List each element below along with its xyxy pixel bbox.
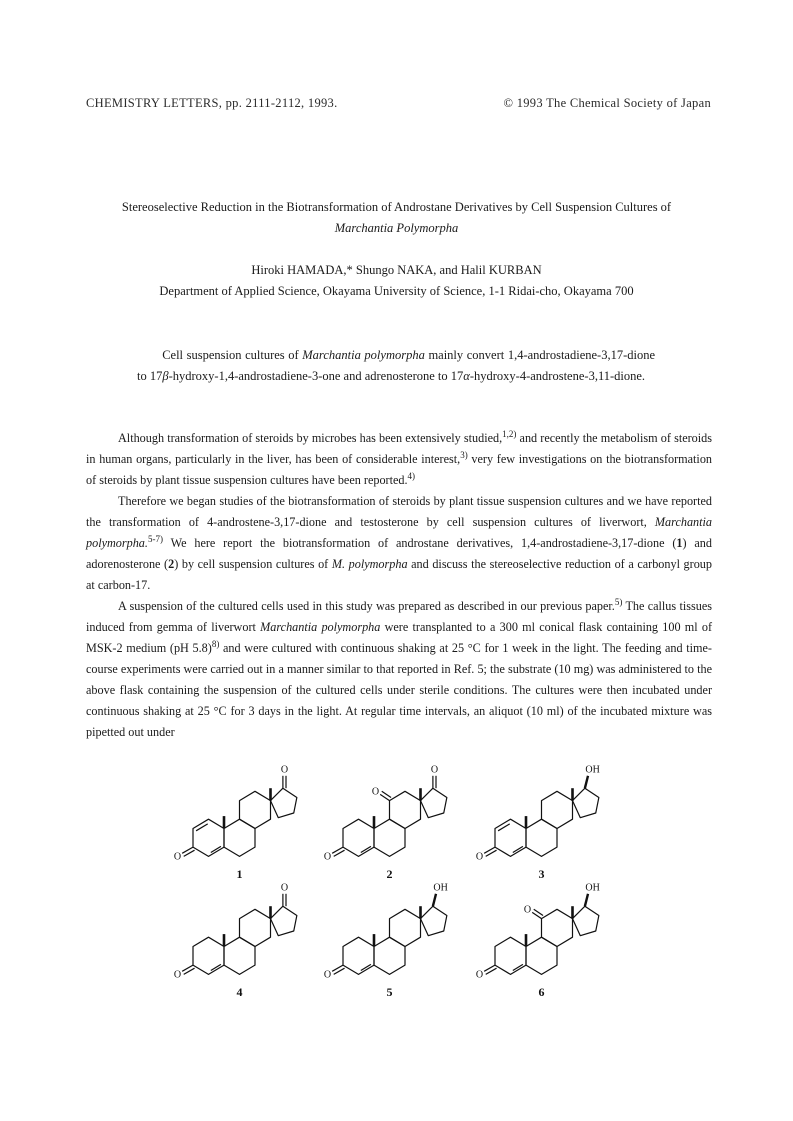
c3-oxygen-label: O: [323, 851, 332, 863]
paragraph-3: A suspension of the cultured cells used in this study was prepared as described in our previous paper.$^{5)}$ The callus tissues induced from gemma of liverwort Marchantia polymorpha were transplanted to a 300 ml conical flask containing 100 ml of MSK-2 medium (pH 5.8)$^{8)}$ and were cultured with continuous shaking at 25 °C for 1 week in the light. The feeding and time-course experiments were carried out in a manner similar to that reported in Ref. 5; the substrate (10 mg) was administered to the above flask containing the suspension of the cultured cells under sterile conditions. The cultures were then incubated under continuous shaking at 25 °C for 3 days in the light. At regular time intervals, an aliquot (10 ml) of the incubated mixture was pipetted out under: [86, 597, 713, 739]
c11-oxygen-label: O: [523, 904, 532, 916]
structure-drawings: [173, 752, 605, 1000]
journal-citation: CHEMISTRY LETTERS, pp. 2111-2112, 1993.: [86, 96, 338, 110]
title-species: Marchantia Polymorpha: [334, 221, 459, 235]
c17-oxygen-label: O: [280, 764, 289, 776]
c11-oxygen-label: O: [371, 786, 380, 798]
c3-oxygen-label: O: [173, 969, 182, 981]
body-text: [86, 428, 712, 743]
author-block: [60, 260, 733, 302]
c3-oxygen-label: O: [173, 851, 182, 863]
compound-number: 6: [538, 985, 545, 1000]
compound-number: 5: [386, 985, 393, 1000]
compound-number: 3: [538, 867, 545, 882]
article-title: [60, 197, 733, 239]
compound-number: 2: [386, 867, 393, 882]
compound-number: 4: [236, 985, 243, 1000]
affiliation: Department of Applied Science, Okayama University of Science, 1-1 Ridai-cho, Okayama 700: [159, 284, 634, 298]
compound-6-structure: [476, 883, 600, 999]
c17-hydroxyl-label: OH: [585, 764, 600, 776]
c17-oxygen-label: O: [430, 764, 439, 776]
c3-oxygen-label: O: [323, 969, 332, 981]
c17-oxygen-label: O: [280, 882, 289, 894]
c17-hydroxyl-label: OH: [585, 882, 600, 894]
compound-3-structure: [476, 765, 600, 881]
compound-number: 1: [236, 867, 243, 882]
paragraph-1: Although transformation of steroids by microbes has been extensively studied,$^{1,2)}$ and recently the metabolism of steroids in human organs, particularly in the liver, has been of considerable interest,$^{3)}$ very few investigations on the biotransformation of steroids by plant tissue suspension cultures have been reported.$^{4)}$: [86, 429, 713, 487]
title-line-1: Stereoselective Reduction in the Biotransformation of Androstane Derivatives by Cell Suspension Cultures of: [121, 200, 672, 214]
abstract: Cell suspension cultures of Marchantia polymorpha mainly convert 1,4-androstadiene-3,17-dione to 17β-hydroxy-1,4-androstadiene-3-one and adrenosterone to 17α-hydroxy-4-androstene-3,11-dione.: [137, 348, 656, 383]
copyright-notice: © 1993 The Chemical Society of Japan: [503, 96, 711, 110]
steroid-structures-figure: [173, 752, 605, 1000]
compound-1-structure: [174, 765, 297, 881]
c3-oxygen-label: O: [475, 969, 484, 981]
c17-hydroxyl-label: OH: [433, 882, 448, 894]
compound-5-structure: [324, 883, 448, 999]
compound-4-structure: [174, 883, 297, 999]
paragraph-2: Therefore we began studies of the biotransformation of steroids by plant tissue suspension cultures and we have reported the transformation of 4-androstene-3,17-dione and testosterone by cell suspension cultures of liverwort, Marchantia polymorpha.$^{5-7)}$ We here report the biotransformation of androstane derivatives, 1,4-androstadiene-3,17-dione (1) and adorenosterone (2) by cell suspension cultures of M. polymorpha and discuss the stereoselective reduction of a carbonyl group at carbon-17.: [86, 494, 712, 592]
c3-oxygen-label: O: [475, 851, 484, 863]
compound-2-structure: [324, 765, 447, 881]
authors: Hiroki HAMADA,* Shungo NAKA, and Halil KURBAN: [251, 263, 542, 277]
title-line-2: [60, 218, 733, 239]
